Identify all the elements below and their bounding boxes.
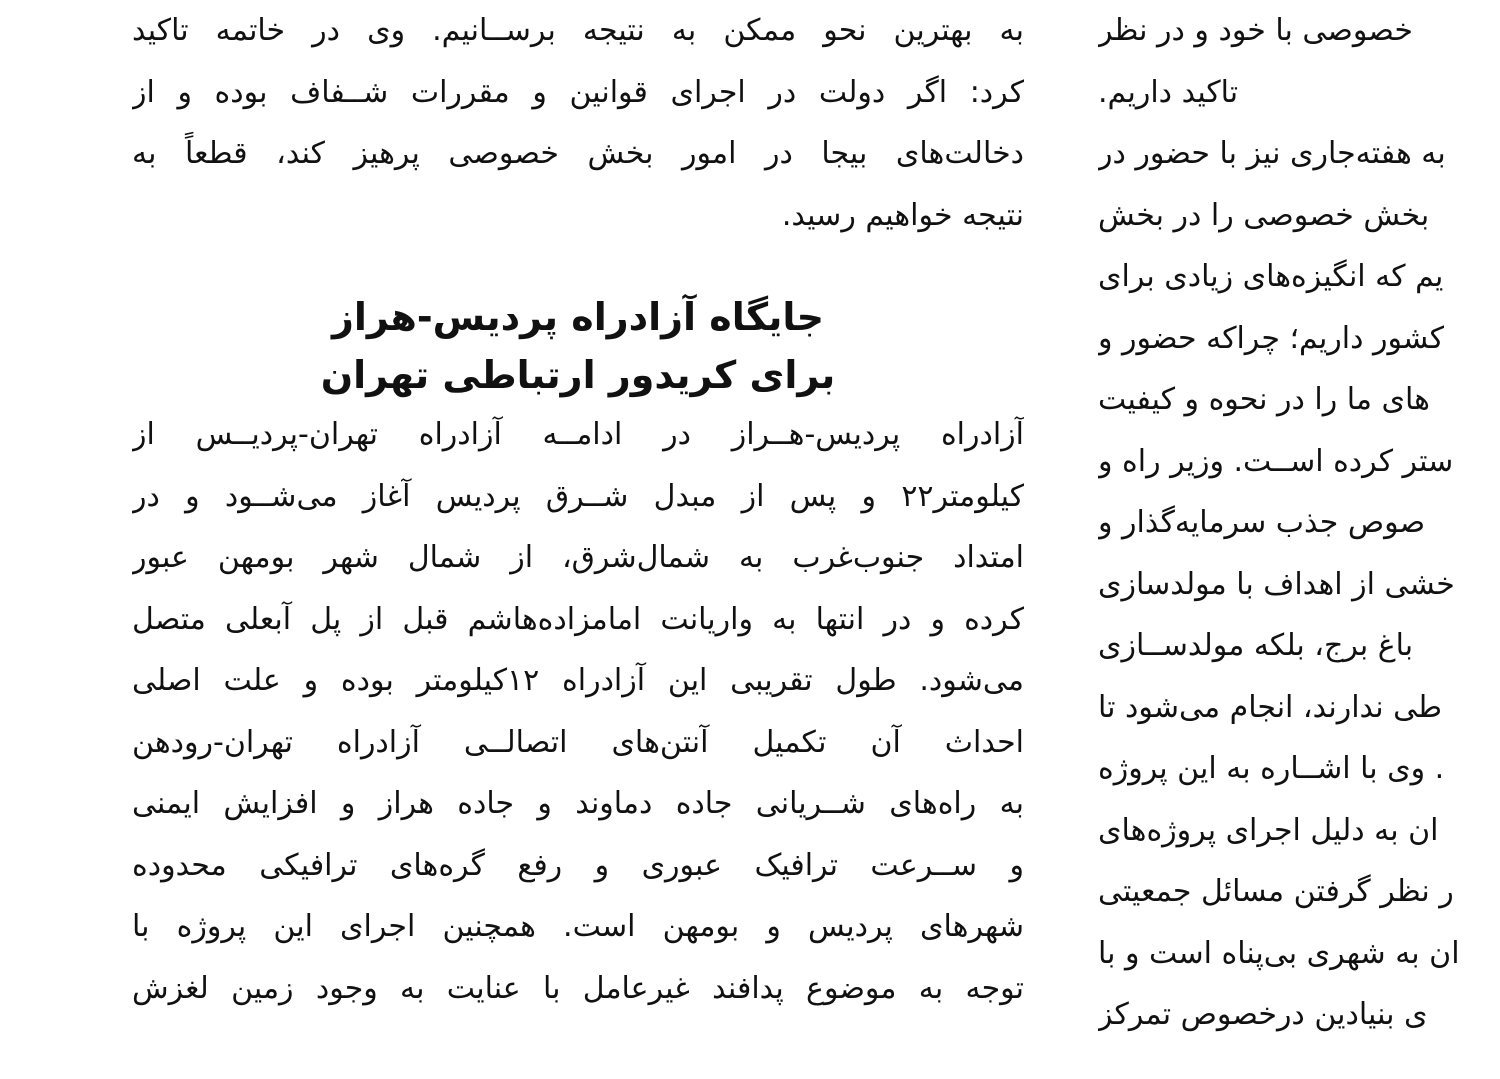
text-line: . وی با اشــاره به این پروژه — [1098, 751, 1445, 786]
text-line: به بهترین نحو ممکن به نتیجه برســانیم. وی در خاتمه تاکید — [132, 13, 1024, 48]
text-line: کرده و در انتها به واریانت امامزاده‌هاشم قبل از پل آبعلی متصل — [132, 601, 1024, 637]
text-line: توجه به موضوع پدافند غیرعامل با عنایت به وجود زمین لغزش — [132, 970, 1024, 1006]
text-line: خصوصی با خود و در نظر — [1098, 13, 1413, 48]
text-line: ی بنیادین درخصوص تمرکز — [1098, 997, 1428, 1032]
text-line: تاکید داریم. — [1098, 74, 1239, 110]
text-line: احداث آن تکمیل آنتن‌های اتصالــی آزادراه تهران-رودهن — [132, 724, 1024, 760]
text-line: بخش خصوصی را در بخش — [1098, 197, 1430, 233]
heading-line: برای کریدور ارتباطی تهران — [320, 353, 836, 397]
text-line: کشور داریم؛ چراکه حضور و — [1098, 320, 1445, 356]
intro-paragraph — [132, 0, 1024, 246]
text-line: به راه‌های شــریانی جاده دماوند و جاده هراز و افزایش ایمنی — [132, 786, 1024, 821]
text-line: کرد: اگر دولت در اجرای قوانین و مقررات شــفاف بوده و از — [132, 74, 1024, 110]
text-line: آزادراه پردیس-هــراز در ادامــه آزادراه تهران-پردیــس از — [132, 417, 1024, 452]
spacer — [132, 246, 1024, 288]
article-body — [132, 404, 1024, 1019]
main-column — [132, 0, 1024, 1079]
text-line: خشی از اهداف با مولدسازی — [1098, 566, 1455, 602]
text-line: شهرهای پردیس و بومهن است. همچنین اجرای این پروژه با — [132, 909, 1024, 944]
article-heading — [132, 288, 1024, 404]
text-line: های ما را در نحوه و کیفیت — [1098, 382, 1430, 417]
heading-line: جایگاه آزادراه پردیس-هراز — [332, 295, 824, 339]
text-line: یم که انگیزه‌های زیادی برای — [1098, 259, 1444, 294]
text-line: طی ندارند، انجام می‌شود تا — [1098, 689, 1443, 725]
text-line: کیلومتر۲۲ و پس از مبدل شــرق پردیس آغاز می‌شــود و در — [132, 478, 1024, 514]
text-line: و ســرعت ترافیک عبوری و رفع گره‌های ترافیکی محدوده — [132, 847, 1024, 883]
text-line: می‌شود. طول تقریبی این آزادراه ۱۲کیلومتر بوده و علت اصلی — [132, 663, 1024, 698]
text-line: صوص جذب سرمایه‌گذار و — [1098, 505, 1426, 540]
text-line: نتیجه خواهیم رسید. — [781, 197, 1024, 233]
side-column — [1098, 0, 1500, 1079]
side-column-text — [1098, 0, 1500, 1046]
text-line: دخالت‌های بیجا در امور بخش خصوصی پرهیز کند، قطعاً به — [132, 136, 1024, 171]
text-line: باغ برج، بلکه مولدســازی — [1098, 628, 1414, 663]
text-line: امتداد جنوب‌غرب به شمال‌شرق، از شمال شهر بومهن عبور — [132, 540, 1024, 575]
text-line: ستر کرده اســت. وزیر راه و — [1098, 443, 1454, 479]
text-line: ان به شهری بی‌پناه است و با — [1098, 935, 1460, 971]
text-line: ر نظر گرفتن مسائل جمعیتی — [1098, 874, 1454, 909]
text-line: به هفته‌جاری نیز با حضور در — [1098, 136, 1446, 171]
text-line: ان به دلیل اجرای پروژه‌های — [1098, 812, 1439, 848]
